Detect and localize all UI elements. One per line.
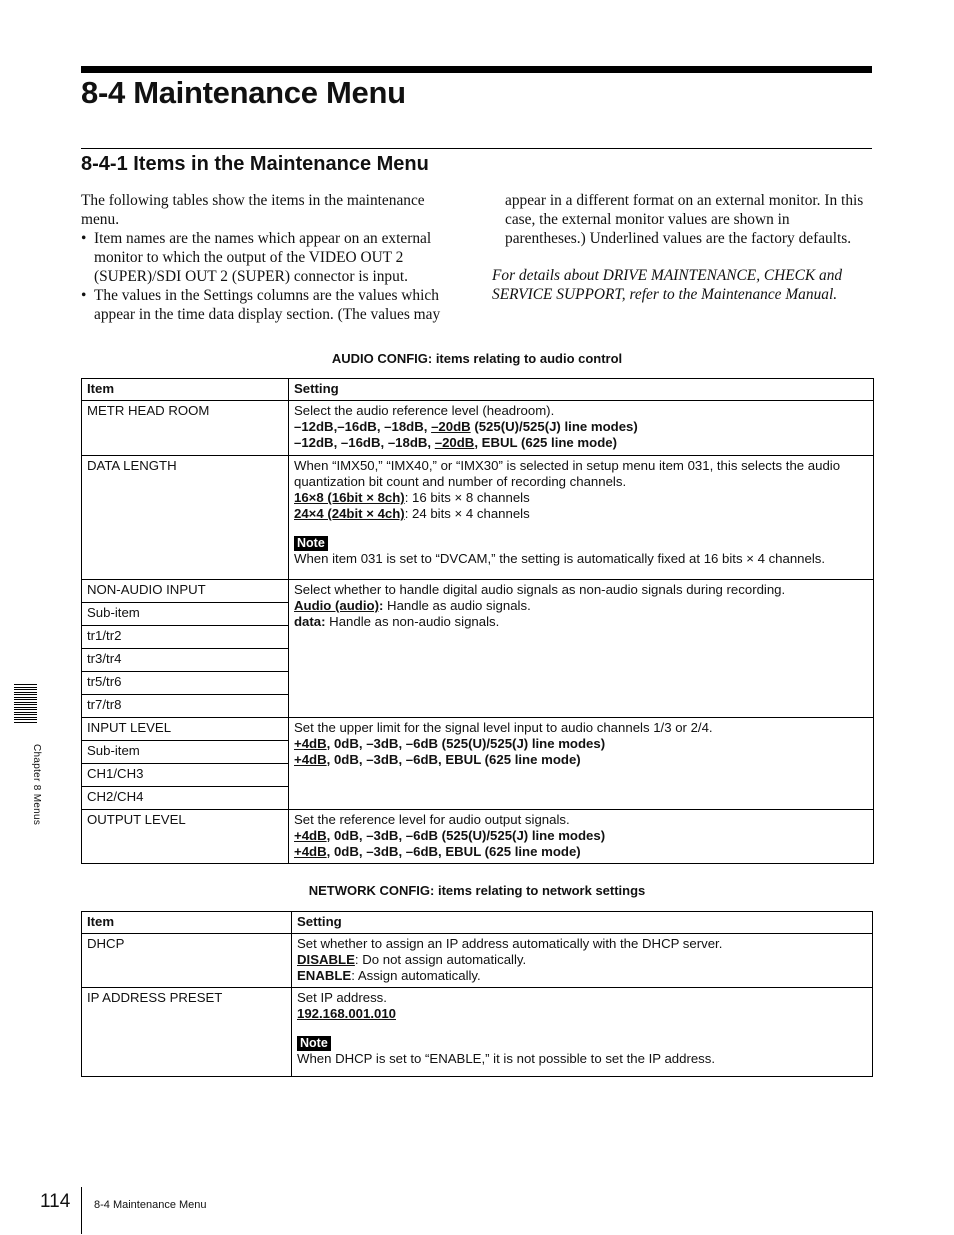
sub-item-tr3-tr4: tr3/tr4 bbox=[82, 649, 289, 672]
sub-item-tr5-tr6: tr5/tr6 bbox=[82, 672, 289, 695]
table-row bbox=[82, 988, 873, 1077]
audio-config-table bbox=[81, 378, 874, 864]
option-line: ENABLE: Assign automatically. bbox=[297, 968, 481, 983]
table-row bbox=[82, 718, 874, 741]
setting-description: Select the audio reference level (headroom). bbox=[294, 403, 555, 418]
intro-bullet: • Item names are the names which appear on an external monitor to which the output of the VIDEO OUT 2 (SUPER)/SDI OUT 2 (SUPER) connector is input. bbox=[81, 229, 466, 286]
note-badge: Note bbox=[294, 536, 328, 551]
table-row bbox=[82, 456, 874, 580]
setting-output-level bbox=[289, 810, 874, 864]
page-number: 114 bbox=[40, 1191, 71, 1212]
column-header-setting: Setting bbox=[292, 912, 873, 934]
item-non-audio-input: NON-AUDIO INPUT bbox=[82, 580, 289, 603]
setting-input-level bbox=[289, 718, 874, 810]
section-rule bbox=[81, 148, 872, 149]
option-line: 16×8 (16bit × 8ch): 16 bits × 8 channels bbox=[294, 490, 530, 505]
setting-dhcp bbox=[292, 934, 873, 988]
option-line: Audio (audio): Handle as audio signals. bbox=[294, 598, 531, 613]
network-table-caption: NETWORK CONFIG: items relating to network settings bbox=[308, 883, 646, 898]
maintenance-manual-note: For details about DRIVE MAINTENANCE, CHECK and SERVICE SUPPORT, refer to the Maintenance Manual. bbox=[492, 267, 843, 303]
item-ip-address-preset: IP ADDRESS PRESET bbox=[82, 988, 292, 1077]
ip-address-value: 192.168.001.010 bbox=[297, 1006, 397, 1021]
option-line: –12dB, –16dB, –18dB, –20dB, EBUL (625 line mode) bbox=[294, 435, 617, 450]
setting-description: Set IP address. bbox=[297, 990, 387, 1005]
option-line: +4dB, 0dB, –3dB, –6dB (525(U)/525(J) line modes) bbox=[294, 828, 606, 843]
setting-description: When “IMX50,” “IMX40,” or “IMX30” is selected in setup menu item 031, this selects the audio quantization bit count and number of recording channels. bbox=[294, 458, 841, 489]
section-title: 8-4-1 Items in the Maintenance Menu bbox=[81, 153, 429, 175]
note-text: When item 031 is set to “DVCAM,” the setting is automatically fixed at 16 bits × 4 channels. bbox=[294, 551, 826, 566]
item-metr-head-room: METR HEAD ROOM bbox=[82, 401, 289, 456]
item-dhcp: DHCP bbox=[82, 934, 292, 988]
option-line: DISABLE: Do not assign automatically. bbox=[297, 952, 527, 967]
chapter-side-label: Chapter 8 Menus bbox=[31, 744, 42, 826]
item-data-length: DATA LENGTH bbox=[82, 456, 289, 580]
setting-ip-address-preset bbox=[292, 988, 873, 1077]
setting-non-audio-input bbox=[289, 580, 874, 718]
table-row bbox=[82, 810, 874, 864]
column-header-setting: Setting bbox=[289, 379, 874, 401]
table-row bbox=[82, 934, 873, 988]
note-text: When DHCP is set to “ENABLE,” it is not possible to set the IP address. bbox=[297, 1051, 716, 1066]
option-line: +4dB, 0dB, –3dB, –6dB (525(U)/525(J) line modes) bbox=[294, 736, 606, 751]
setting-description: Set the upper limit for the signal level input to audio channels 1/3 or 2/4. bbox=[294, 720, 713, 735]
item-input-level: INPUT LEVEL bbox=[82, 718, 289, 741]
sub-item-ch1-ch3: CH1/CH3 bbox=[82, 764, 289, 787]
intro-left-column bbox=[81, 191, 466, 324]
setting-description: Select whether to handle digital audio signals as non-audio signals during recording. bbox=[294, 582, 786, 597]
intro-paragraph: The following tables show the items in the maintenance menu. bbox=[81, 192, 425, 228]
setting-description: Set the reference level for audio output signals. bbox=[294, 812, 570, 827]
option-line: +4dB, 0dB, –3dB, –6dB, EBUL (625 line mode) bbox=[294, 844, 581, 859]
option-line: +4dB, 0dB, –3dB, –6dB, EBUL (625 line mode) bbox=[294, 752, 581, 767]
option-line: data: Handle as non-audio signals. bbox=[294, 614, 500, 629]
sub-item-ch2-ch4: CH2/CH4 bbox=[82, 787, 289, 810]
intro-bullet: • The values in the Settings columns are the values which appear in the time data display section. (The values may bbox=[81, 286, 466, 324]
table-header-row bbox=[82, 912, 873, 934]
option-line: 24×4 (24bit × 4ch): 24 bits × 4 channels bbox=[294, 506, 530, 521]
setting-description: Set whether to assign an IP address automatically with the DHCP server. bbox=[297, 936, 723, 951]
audio-table-caption: AUDIO CONFIG: items relating to audio control bbox=[331, 351, 623, 366]
footer-rule bbox=[81, 1187, 82, 1234]
sub-item-label: Sub-item bbox=[82, 741, 289, 764]
table-row bbox=[82, 580, 874, 603]
table-header-row bbox=[82, 379, 874, 401]
column-header-item: Item bbox=[82, 912, 292, 934]
option-line: –12dB,–16dB, –18dB, –20dB (525(U)/525(J) line modes) bbox=[294, 419, 638, 434]
chapter-tab-marker bbox=[14, 684, 37, 724]
item-output-level: OUTPUT LEVEL bbox=[82, 810, 289, 864]
note-badge: Note bbox=[297, 1036, 331, 1051]
sub-item-tr1-tr2: tr1/tr2 bbox=[82, 626, 289, 649]
sub-item-label: Sub-item bbox=[82, 603, 289, 626]
column-header-item: Item bbox=[82, 379, 289, 401]
table-row bbox=[82, 401, 874, 456]
sub-item-tr7-tr8: tr7/tr8 bbox=[82, 695, 289, 718]
intro-continuation: appear in a different format on an external monitor. In this case, the external monitor values are shown in parentheses.) Underlined values are the factory defaults. bbox=[505, 192, 864, 247]
setting-data-length bbox=[289, 456, 874, 580]
intro-right-column bbox=[492, 191, 874, 304]
network-config-table bbox=[81, 911, 873, 1077]
footer-section-label: 8-4 Maintenance Menu bbox=[94, 1199, 207, 1211]
chapter-top-rule bbox=[81, 66, 872, 73]
setting-metr-head-room bbox=[289, 401, 874, 456]
chapter-title: 8-4 Maintenance Menu bbox=[81, 75, 406, 110]
